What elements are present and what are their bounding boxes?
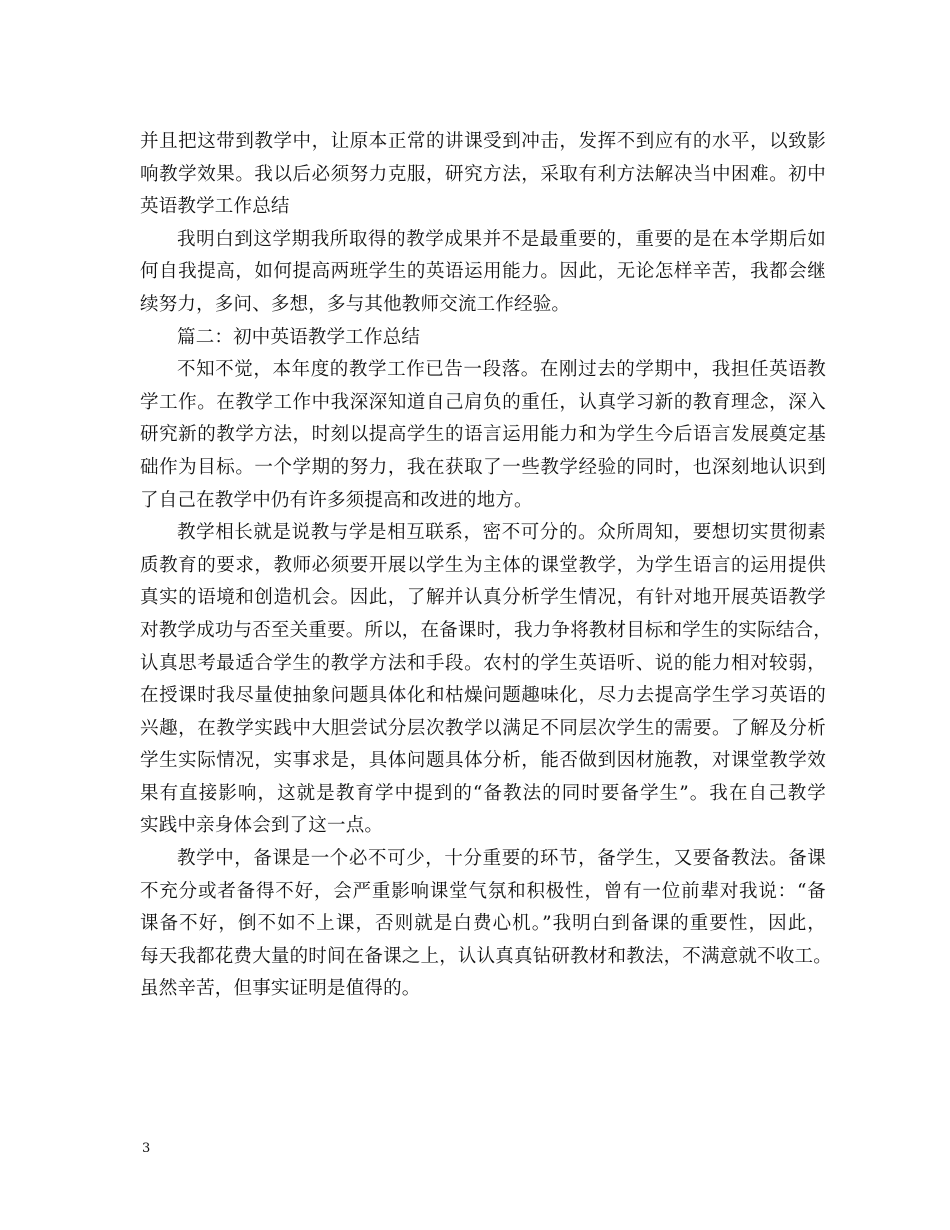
text-line: 我明白到这学期我所取得的教学成果并不是最重要的，重要的是在本学期后如: [177, 228, 826, 250]
text-line: 对教学成功与否至关重要。所以，在备课时，我力争将教材目标和学生的实际结合，: [140, 619, 832, 641]
text-line: 真实的语境和创造机会。因此，了解并认真分析学生情况，有针对地开展英语教学: [140, 587, 826, 609]
text-line: 了自己在教学中仍有许多须提高和改进的地方。: [140, 489, 533, 511]
text-line: 研究新的教学方法，时刻以提高学生的语言运用能力和为学生今后语言发展奠定基: [140, 424, 826, 446]
text-line: 质教育的要求，教师必须要开展以学生为主体的课堂教学，为学生语言的运用提供: [140, 554, 826, 576]
text-line: 虽然辛苦，但事实证明是值得的。: [140, 978, 421, 1000]
text-line: 学生实际情况，实事求是，具体问题具体分析，能否做到因材施教，对课堂教学效: [140, 750, 826, 772]
text-line: 不充分或者备得不好，会严重影响课堂气氛和积极性，曾有一位前辈对我说：“备: [140, 880, 826, 902]
text-line: 认真思考最适合学生的教学方法和手段。农村的学生英语听、说的能力相对较弱，: [140, 652, 826, 674]
text-line: 课备不好，倒不如不上课，否则就是白费心机。”我明白到备课的重要性，因此，: [140, 913, 826, 935]
text-line: 础作为目标。一个学期的努力，我在获取了一些教学经验的同时，也深刻地认识到: [140, 456, 826, 478]
text-line: 学工作。在教学工作中我深深知道自己肩负的重任，认真学习新的教育理念，深入: [140, 391, 826, 413]
text-line: 兴趣，在教学实践中大胆尝试分层次教学以满足不同层次学生的需要。了解及分析: [140, 717, 826, 739]
page-body-text: [140, 126, 832, 1006]
text-line: 教学相长就是说教与学是相互联系，密不可分的。众所周知，要想切实贯彻素: [177, 522, 826, 544]
text-line: 每天我都花费大量的时间在备课之上，认认真真钻研教材和教法，不满意就不收工。: [140, 945, 832, 967]
text-line: 篇二：初中英语教学工作总结: [177, 326, 421, 348]
text-line: 英语教学工作总结: [140, 196, 290, 218]
page-number: 3: [142, 1141, 151, 1156]
text-line: 实践中亲身体会到了这一点。: [140, 815, 384, 837]
text-line: 并且把这带到教学中，让原本正常的讲课受到冲击，发挥不到应有的水平，以致影: [140, 131, 826, 152]
text-line: 续努力，多问、多想，多与其他教师交流工作经验。: [140, 293, 571, 315]
text-line: 何自我提高，如何提高两班学生的英语运用能力。因此，无论怎样辛苦，我都会继: [140, 261, 826, 283]
text-line: 响教学效果。我以后必须努力克服，研究方法，采取有利方法解决当中困难。初中: [140, 163, 826, 185]
text-line: 果有直接影响，这就是教育学中提到的“备教法的同时要备学生”。我在自己教学: [140, 782, 826, 804]
text-line: 在授课时我尽量使抽象问题具体化和枯燥问题趣味化，尽力去提高学生学习英语的: [140, 685, 826, 707]
text-line: 教学中，备课是一个必不可少，十分重要的环节，备学生，又要备教法。备课: [177, 848, 826, 870]
text-line: 不知不觉，本年度的教学工作已告一段落。在刚过去的学期中，我担任英语教: [177, 359, 826, 381]
